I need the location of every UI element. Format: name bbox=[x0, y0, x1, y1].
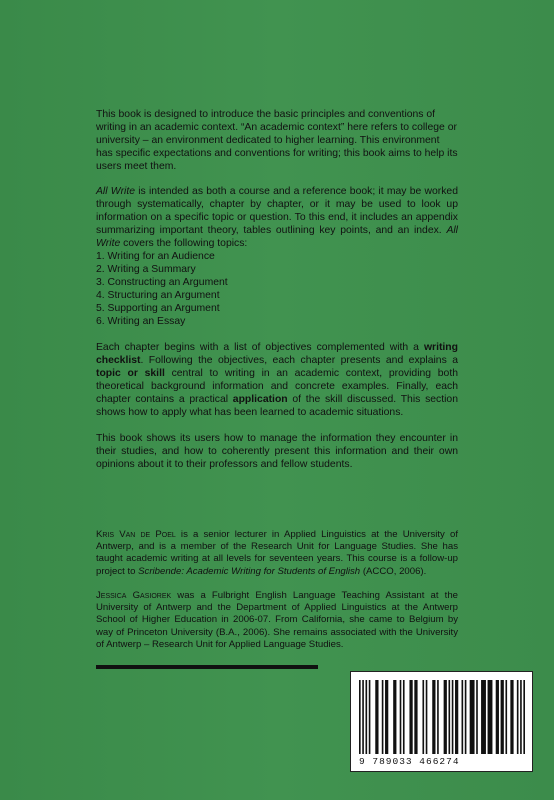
topic-item: 6. Writing an Essay bbox=[96, 316, 186, 327]
book-title: All Write bbox=[96, 225, 458, 249]
barcode-bar bbox=[452, 680, 454, 754]
barcode-bars bbox=[359, 680, 525, 754]
barcode-bar bbox=[385, 680, 388, 754]
barcode-bar bbox=[382, 680, 384, 754]
topic-list bbox=[96, 250, 458, 328]
barcode-bar bbox=[496, 680, 499, 754]
intro-paragraph: This book is designed to introduce the basic principles and conventions of writing in an academic context. “An academic context” here refers to college or university – an environment dedicated to higher learning. This environment has specific expectations and conventions for writing; this book aims to help its users meet them. bbox=[96, 109, 458, 172]
closing-paragraph: This book shows its users how to manage the information they encounter in their studies, and how to coherently present this information and their own opinions about it to their professors and fellow students. bbox=[96, 433, 458, 470]
topic-item: 5. Supporting an Argument bbox=[96, 303, 220, 314]
barcode-bar bbox=[362, 680, 364, 754]
barcode-bar bbox=[476, 680, 478, 754]
barcode-bar bbox=[462, 680, 464, 754]
barcode-bar bbox=[400, 680, 402, 754]
barcode-bar bbox=[409, 680, 412, 754]
topic-item: 2. Writing a Summary bbox=[96, 264, 196, 275]
barcode-bar bbox=[510, 680, 513, 754]
barcode-bar bbox=[437, 680, 439, 754]
isbn-number: 9 789033 466274 bbox=[359, 756, 460, 767]
barcode-bar bbox=[444, 680, 447, 754]
barcode-bar bbox=[481, 680, 486, 754]
author-bio-1: Kris Van de Poel is a senior lecturer in Applied Linguistics at the University of Antwerp, and is a member of the Research Unit for Language Studies. She has taught academic writing at all levels for seventeen years. This course is a follow-up project to Scribende: Academic Writing for Students of English (ACCO, 2006). bbox=[96, 528, 458, 577]
barcode-bar bbox=[488, 680, 493, 754]
barcode-bar bbox=[375, 680, 378, 754]
barcode-bar bbox=[403, 680, 405, 754]
author-bio-2: Jessica Gasiorek was a Fulbright English Language Teaching Assistant at the University of Antwerp and the Department of Applied Linguistics at the Antwerp School of Higher Education in 2006-07. From California, she came to Belgium by way of Princeton University (B.A., 2006). She remains associated with the University of Antwerp – Research Unit for Applied Language Studies. bbox=[96, 589, 458, 651]
keyword: application bbox=[232, 394, 288, 405]
referenced-book: Scribende: Academic Writing for Students of English bbox=[138, 565, 361, 577]
chapters-paragraph: Each chapter begins with a list of objectives complemented with a writing checklist. Following the objectives, each chapter presents and explains a topic or skill central to writing in an academic context, providing both theoretical background information and concrete examples. Finally, each chapter contains a practical application of the skill discussed. This section shows how to apply what has been learned to academic situations. bbox=[96, 342, 458, 418]
barcode bbox=[350, 671, 533, 772]
barcode-bar bbox=[517, 680, 519, 754]
barcode-bar bbox=[455, 680, 458, 754]
author-name: Kris Van de Poel bbox=[96, 528, 176, 540]
barcode-bar bbox=[369, 680, 371, 754]
barcode-bar bbox=[470, 680, 475, 754]
barcode-bar bbox=[414, 680, 417, 754]
barcode-bar bbox=[465, 680, 467, 754]
keyword: writing checklist bbox=[96, 342, 458, 366]
barcode-bar bbox=[359, 680, 361, 754]
barcode-bar bbox=[422, 680, 424, 754]
barcode-bar bbox=[393, 680, 396, 754]
barcode-bar bbox=[501, 680, 504, 754]
barcode-bar bbox=[426, 680, 428, 754]
topic-item: 3. Constructing an Argument bbox=[96, 277, 228, 288]
barcode-bar bbox=[432, 680, 435, 754]
author-name: Jessica Gasiorek bbox=[96, 589, 172, 601]
barcode-bar bbox=[505, 680, 507, 754]
barcode-bar bbox=[520, 680, 522, 754]
barcode-bar bbox=[523, 680, 525, 754]
description-paragraph: All Write is intended as both a course and a reference book; it may be worked through systematically, chapter by chapter, or it may be used to look up information on a specific topic or question. To this end, it includes an appendix summarizing important theory, tables outlining key points, and an index. All Write covers the following topics: bbox=[96, 186, 458, 249]
barcode-bar bbox=[449, 680, 451, 754]
divider-rule bbox=[96, 665, 318, 669]
topic-item: 4. Structuring an Argument bbox=[96, 290, 220, 301]
keyword: topic or skill bbox=[96, 368, 165, 379]
book-title: All Write bbox=[96, 186, 136, 197]
blurb bbox=[96, 108, 458, 484]
barcode-bar bbox=[366, 680, 368, 754]
topic-item: 1. Writing for an Audience bbox=[96, 251, 215, 262]
